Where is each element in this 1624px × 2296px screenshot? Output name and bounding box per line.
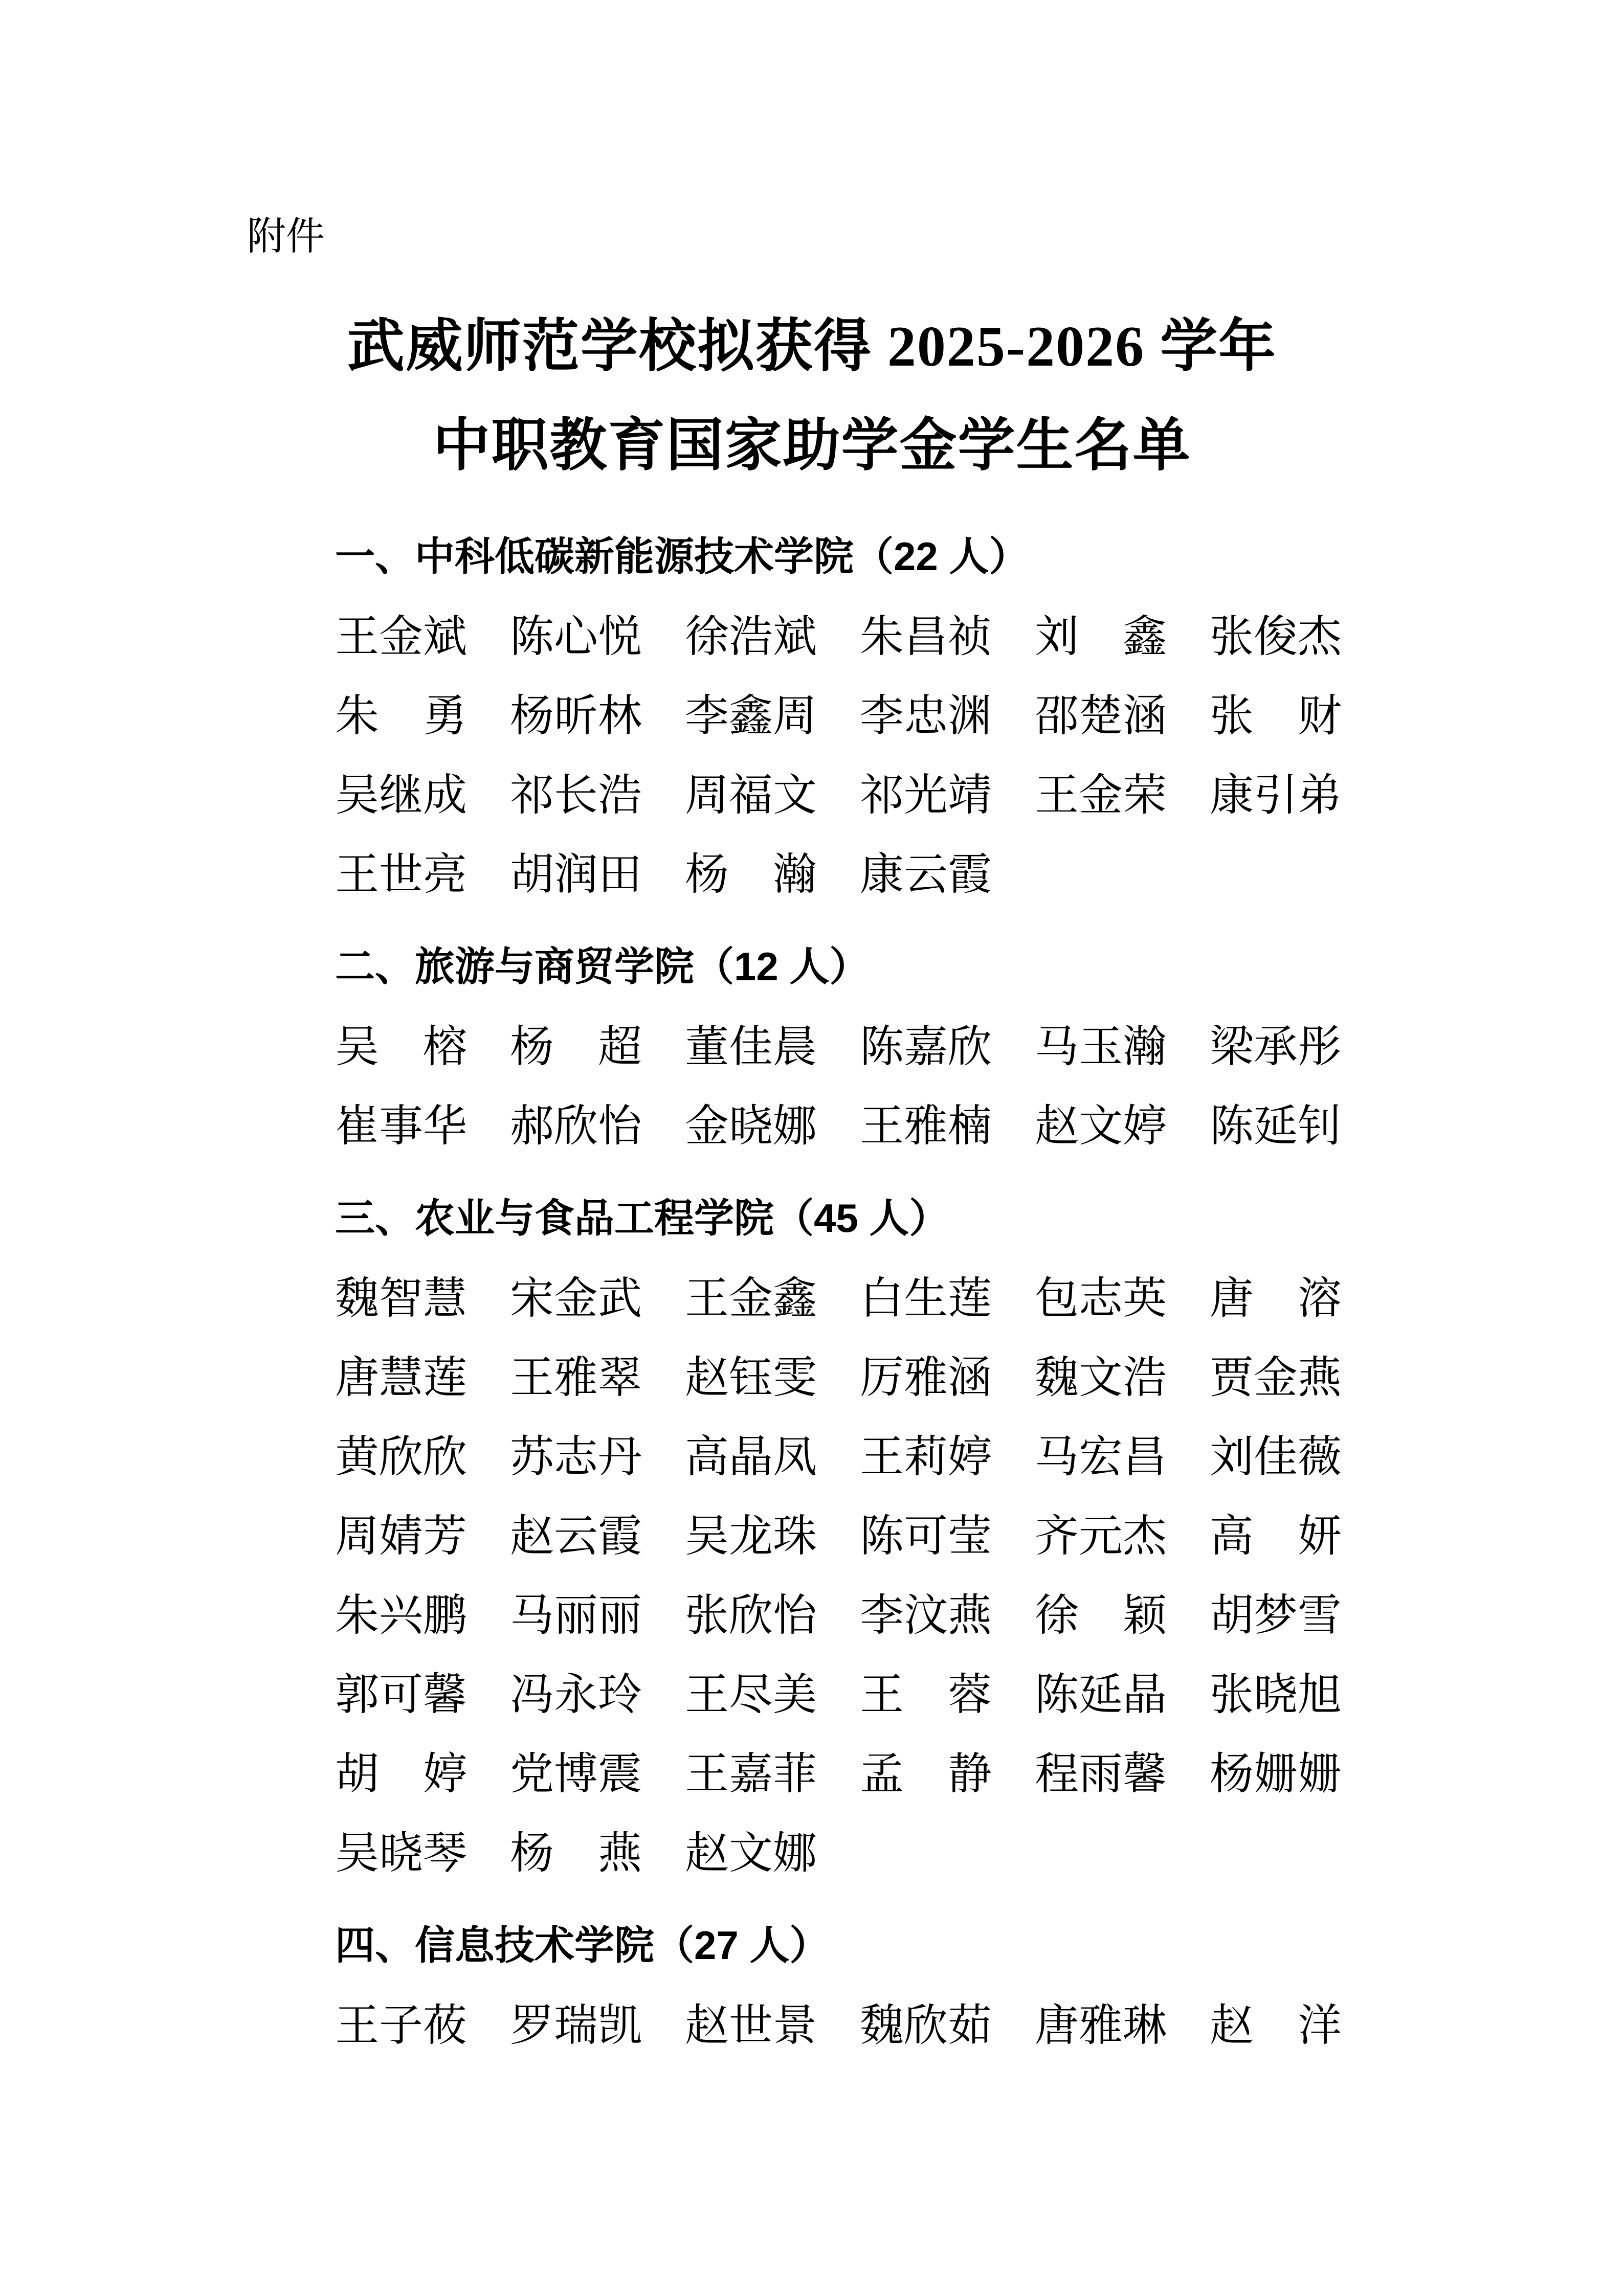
student-name: 吴龙珠 (685, 1512, 817, 1561)
student-name: 赵世景 (685, 2001, 817, 2050)
name-row (335, 1417, 1435, 1497)
student-name: 康引弟 (1210, 771, 1342, 820)
name-row (335, 1986, 1435, 2065)
student-name: 陈延晶 (1035, 1670, 1167, 1719)
title-line-2: 中职教育国家助学金学生名单 (433, 414, 1191, 478)
student-name: 孟 静 (860, 1749, 992, 1798)
student-name: 高晶凤 (685, 1432, 817, 1481)
student-name: 陈嘉欣 (860, 1022, 992, 1071)
attachment-label: 附件 (247, 215, 325, 258)
student-name: 王 蓉 (860, 1670, 992, 1719)
student-name: 贾金燕 (1210, 1353, 1342, 1402)
student-name: 胡润田 (510, 850, 642, 899)
student-name: 张俊杰 (1210, 612, 1342, 661)
student-name: 高 妍 (1210, 1512, 1342, 1561)
student-name: 朱 勇 (335, 691, 467, 740)
student-name: 包志英 (1035, 1274, 1167, 1323)
student-name: 陈延钊 (1210, 1101, 1342, 1151)
student-name: 白生莲 (860, 1274, 992, 1323)
student-name: 杨 超 (510, 1022, 642, 1071)
section-heading-4: 四、信息技术学院（27 人） (335, 1923, 830, 1968)
student-name: 魏智慧 (335, 1274, 467, 1323)
student-name: 马丽丽 (510, 1591, 642, 1640)
student-name: 王子莜 (335, 2001, 467, 2050)
name-row (335, 1655, 1435, 1735)
student-name: 杨 燕 (510, 1829, 642, 1878)
student-name: 马宏昌 (1035, 1432, 1167, 1481)
student-name: 唐雅琳 (1035, 2001, 1167, 2050)
name-row (335, 756, 1435, 835)
student-name: 宋金武 (510, 1274, 642, 1323)
student-name: 王金鑫 (685, 1274, 817, 1323)
student-name: 吴 榕 (335, 1022, 467, 1071)
title-line-1: 武威师范学校拟获得 2025-2026 学年 (347, 315, 1277, 378)
student-name: 王嘉菲 (685, 1749, 817, 1798)
section-heading-1: 一、中科低碳新能源技术学院（22 人） (335, 534, 1029, 579)
name-row (335, 677, 1435, 756)
student-name: 吴继成 (335, 771, 467, 820)
student-name: 李汶燕 (860, 1591, 992, 1640)
student-name: 杨姗姗 (1210, 1749, 1342, 1798)
name-row (335, 1007, 1435, 1087)
student-name: 赵钰雯 (685, 1353, 817, 1402)
student-name: 赵文娜 (685, 1829, 817, 1878)
student-name: 冯永玲 (510, 1670, 642, 1719)
student-name: 张 财 (1210, 691, 1342, 740)
student-name: 朱昌祯 (860, 612, 992, 661)
student-name: 胡 婷 (335, 1749, 467, 1798)
student-name: 张欣怡 (685, 1591, 817, 1640)
name-row (335, 1497, 1435, 1576)
student-name: 苏志丹 (510, 1432, 642, 1481)
student-name: 郝欣怡 (510, 1101, 642, 1151)
document-title (0, 297, 1624, 496)
student-name: 周婧芳 (335, 1512, 467, 1561)
student-name: 黄欣欣 (335, 1432, 467, 1481)
student-name: 朱兴鹏 (335, 1591, 467, 1640)
student-name: 赵云霞 (510, 1512, 642, 1561)
student-name: 唐 溶 (1210, 1274, 1342, 1323)
student-name: 王雅楠 (860, 1101, 992, 1151)
student-name: 齐元杰 (1035, 1512, 1167, 1561)
student-name: 刘 鑫 (1035, 612, 1167, 661)
student-name: 徐浩斌 (685, 612, 817, 661)
name-row (335, 835, 1435, 914)
name-row (335, 1259, 1435, 1338)
name-row (335, 1735, 1435, 1814)
student-name: 王金荣 (1035, 771, 1167, 820)
student-name: 刘佳薇 (1210, 1432, 1342, 1481)
student-name: 邵楚涵 (1035, 691, 1167, 740)
section-heading-3: 三、农业与食品工程学院（45 人） (335, 1196, 949, 1241)
student-name: 李鑫周 (685, 691, 817, 740)
student-name: 周福文 (685, 771, 817, 820)
name-row (335, 1087, 1435, 1166)
student-name: 党博震 (510, 1749, 642, 1798)
student-name: 赵 洋 (1210, 2001, 1342, 2050)
student-name: 郭可馨 (335, 1670, 467, 1719)
student-name: 王世亮 (335, 850, 467, 899)
name-row (335, 1576, 1435, 1655)
student-name: 吴晓琴 (335, 1829, 467, 1878)
name-row (335, 597, 1435, 677)
name-row (335, 1338, 1435, 1417)
student-name: 魏文浩 (1035, 1353, 1167, 1402)
student-name: 李忠渊 (860, 691, 992, 740)
student-name: 王尽美 (685, 1670, 817, 1719)
student-name: 徐 颖 (1035, 1591, 1167, 1640)
student-name: 厉雅涵 (860, 1353, 992, 1402)
student-name: 程雨馨 (1035, 1749, 1167, 1798)
student-name: 王莉婷 (860, 1432, 992, 1481)
student-name: 陈心悦 (510, 612, 642, 661)
sections-container (335, 504, 1435, 2065)
student-name: 陈可莹 (860, 1512, 992, 1561)
student-name: 崔事华 (335, 1101, 467, 1151)
student-name: 王金斌 (335, 612, 467, 661)
name-row (335, 1814, 1435, 1893)
student-name: 杨昕林 (510, 691, 642, 740)
student-name: 罗瑞凯 (510, 2001, 642, 2050)
student-name: 赵文婷 (1035, 1101, 1167, 1151)
student-name: 马玉瀚 (1035, 1022, 1167, 1071)
student-name: 金晓娜 (685, 1101, 817, 1151)
student-name: 胡梦雪 (1210, 1591, 1342, 1640)
student-name: 张晓旭 (1210, 1670, 1342, 1719)
student-name: 王雅翠 (510, 1353, 642, 1402)
student-name: 康云霞 (860, 850, 992, 899)
student-name: 董佳晨 (685, 1022, 817, 1071)
student-name: 唐慧莲 (335, 1353, 467, 1402)
section-heading-2: 二、旅游与商贸学院（12 人） (335, 944, 870, 989)
student-name: 梁承彤 (1210, 1022, 1342, 1071)
student-name: 魏欣茹 (860, 2001, 992, 2050)
student-name: 祁长浩 (510, 771, 642, 820)
student-name: 祁光靖 (860, 771, 992, 820)
student-name: 杨 瀚 (685, 850, 817, 899)
